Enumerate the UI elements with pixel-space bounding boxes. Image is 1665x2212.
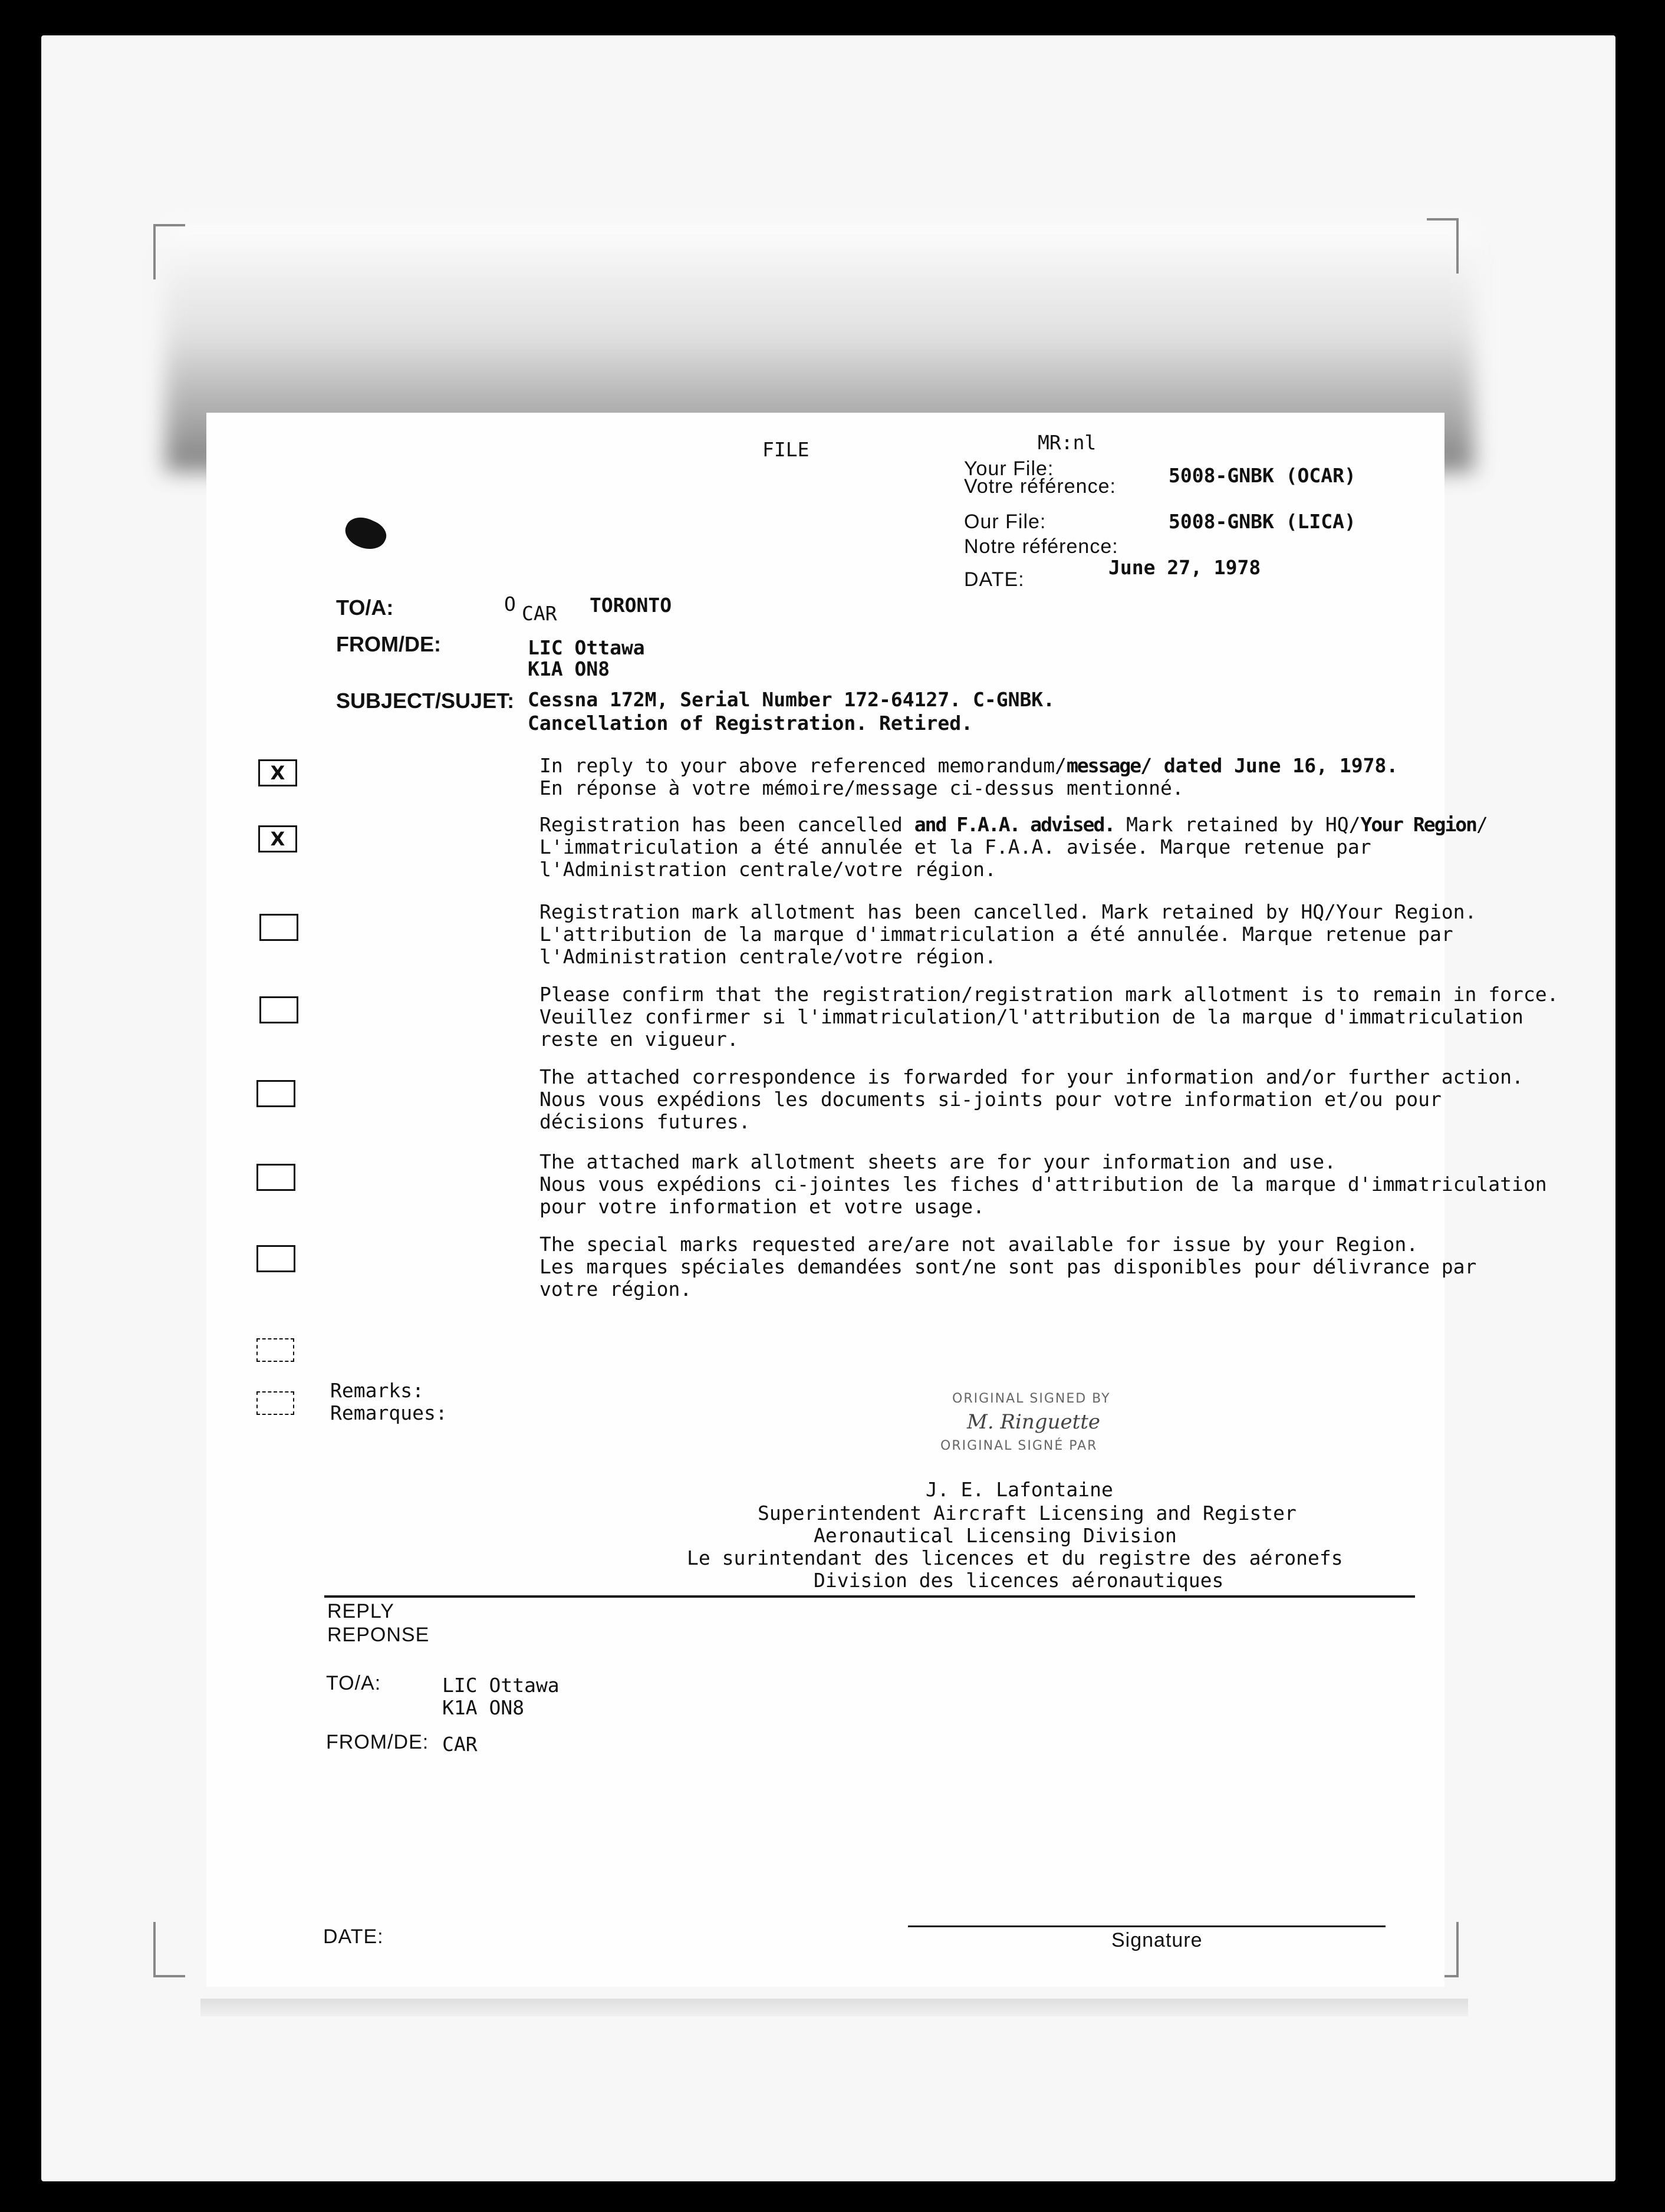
reply-divider [324, 1595, 1415, 1598]
crop-mark [1427, 218, 1459, 274]
reply-label: REPLY [327, 1600, 394, 1622]
your-file-label-fr: Votre référence: [964, 475, 1116, 498]
reply-date-label: DATE: [323, 1925, 384, 1948]
crop-mark [153, 224, 185, 279]
subject-label: SUBJECT/SUJET: [336, 689, 515, 713]
signer-name: J. E. Lafontaine [926, 1478, 1113, 1501]
signature-label: Signature [1111, 1929, 1203, 1951]
to-city: TORONTO [590, 594, 672, 617]
from-line2: K1A ON8 [528, 657, 610, 680]
subject-line2: Cancellation of Registration. Retired. [528, 712, 973, 735]
signer-title-4: Division des licences aéronautiques [814, 1569, 1224, 1592]
reply-to-line2: K1A ON8 [442, 1696, 525, 1719]
checkbox-registration-cancelled[interactable]: X [258, 825, 297, 852]
our-file-label: Our File: [964, 511, 1047, 533]
checkbox-correspondence-forwarded[interactable] [256, 1080, 295, 1107]
option-allotment-sheets: The attached mark allotment sheets are for your information and use. Nous vous expédions ci-jointes les fiches d'attribution de la marque d'immatriculation pour votre information et votre usage. [539, 1150, 1547, 1218]
crop-mark [153, 1922, 185, 1977]
reply-from-value: CAR [442, 1733, 478, 1756]
to-label: TO/A: [336, 595, 394, 620]
option-in-reply: In reply to your above referenced memorandum/message/ dated June 16, 1978. En réponse à votre mémoire/message ci-dessus mentionné. [539, 754, 1399, 799]
signer-title-2: Aeronautical Licensing Division [814, 1524, 1177, 1547]
option-special-marks: The special marks requested are/are not available for issue by your Region. Les marques spéciales demandées sont/ne sont pas disponibles pour délivrance par votre région. [539, 1233, 1477, 1301]
checkbox-remarks[interactable] [256, 1391, 294, 1415]
signer-title-3: Le surintendant des licences et du registre des aéronefs [687, 1546, 1343, 1569]
option-correspondence-forwarded: The attached correspondence is forwarded for your information and/or further action. Nous vous expédions les documents si-joints pour votre information et/ou pour décisions futures. [539, 1065, 1523, 1133]
reply-to-line1: LIC Ottawa [442, 1674, 560, 1697]
remarks-label-fr: Remarques: [330, 1401, 447, 1424]
from-label: FROM/DE: [336, 632, 441, 656]
checkbox-special-marks[interactable] [256, 1245, 295, 1272]
option-confirm-in-force: Please confirm that the registration/registration mark allotment is to remain in force. Veuillez confirmer si l'immatriculation/l'attribution de la marque d'immatriculation reste en vigueur. [539, 983, 1559, 1051]
signer-title-1: Superintendent Aircraft Licensing and Register [758, 1502, 1297, 1525]
checkbox-allotment-sheets[interactable] [256, 1164, 295, 1191]
from-line1: LIC Ottawa [528, 636, 645, 659]
signature-line [908, 1925, 1386, 1927]
signature-stamp-bottom: ORIGINAL SIGNÉ PAR [940, 1439, 1098, 1453]
date-value: June 27, 1978 [1108, 556, 1261, 579]
our-file-value: 5008-GNBK (LICA) [1169, 510, 1356, 533]
ink-smudge [341, 512, 391, 556]
ref-initials: MR:nl [1038, 431, 1097, 454]
checkbox-blank[interactable] [256, 1338, 294, 1362]
remarks-label: Remarks: [330, 1379, 424, 1402]
reply-label-fr: REPONSE [327, 1624, 430, 1646]
option-allotment-cancelled: Registration mark allotment has been cancelled. Mark retained by HQ/Your Region. L'attribution de la marque d'immatriculation a été annulée. Marque retenue par l'Administration centrale/votre région. [539, 900, 1477, 968]
file-label: FILE [762, 438, 810, 461]
your-file-value: 5008-GNBK (OCAR) [1169, 464, 1356, 487]
memo-sheet [206, 413, 1559, 1987]
signature-stamp-top: ORIGINAL SIGNED BY [952, 1391, 1111, 1406]
handwritten-signature: M. Ringuette [967, 1410, 1101, 1434]
reply-to-label: TO/A: [326, 1672, 381, 1694]
your-file-label: Your File: [964, 457, 1054, 480]
to-prefix: O [504, 592, 516, 615]
bottom-edge-shadow [200, 1999, 1468, 2016]
subject-line1: Cessna 172M, Serial Number 172-64127. C-GNBK. [528, 688, 1055, 711]
option-registration-cancelled: Registration has been cancelled and F.A.A. advised. Mark retained by HQ/Your Region/ L'immatriculation a été annulée et la F.A.A. avisée. Marque retenue par l'Administration centrale/votre région. [539, 813, 1488, 881]
checkbox-in-reply[interactable]: X [258, 759, 297, 786]
checkbox-allotment-cancelled[interactable] [259, 914, 298, 941]
checkbox-confirm-in-force[interactable] [259, 996, 298, 1023]
date-label: DATE: [964, 568, 1025, 591]
to-office: CAR [522, 602, 557, 625]
reply-from-label: FROM/DE: [326, 1731, 429, 1753]
our-file-label-fr: Notre référence: [964, 535, 1118, 558]
